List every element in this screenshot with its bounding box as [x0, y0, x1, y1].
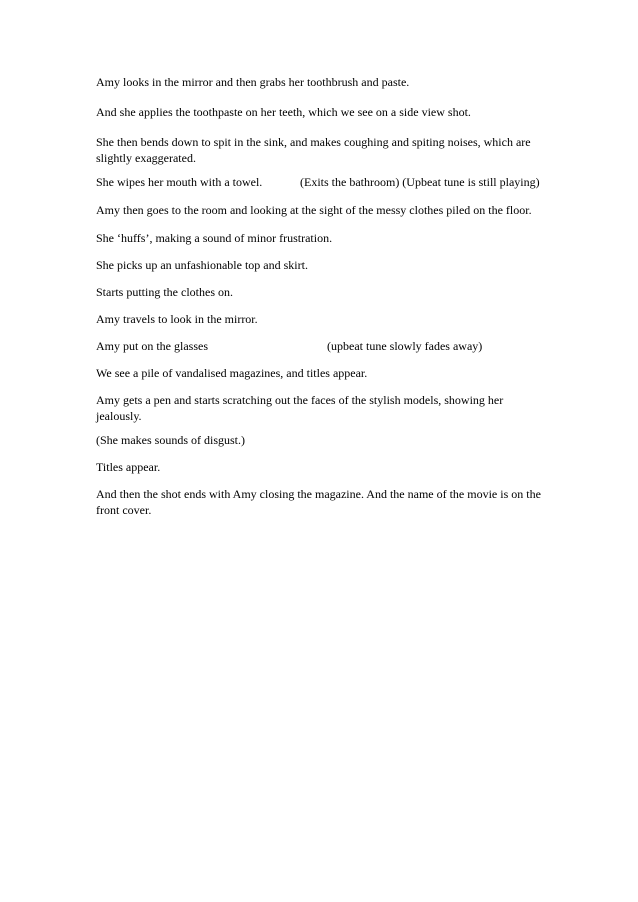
script-line-10: Amy put on the glasses — [96, 339, 208, 353]
script-line-12: Amy gets a pen and starts scratching out the faces of the stylish models, showing her jealously. — [96, 393, 504, 423]
script-line-6: She ‘huffs’, making a sound of minor frustration. — [96, 231, 333, 245]
script-line-1: Amy looks in the mirror and then grabs her toothbrush and paste. — [96, 75, 410, 89]
script-line-5: Amy then goes to the room and looking at the sight of the messy clothes piled on the floor. — [96, 203, 532, 217]
script-line-4-action: She wipes her mouth with a towel. — [96, 175, 263, 189]
script-line-4-direction: (Exits the bathroom) (Upbeat tune is still playing) — [300, 175, 540, 189]
script-line-8: Starts putting the clothes on. — [96, 285, 233, 299]
script-line-15: And then the shot ends with Amy closing the magazine. And the name of the movie is on the front cover. — [96, 487, 541, 517]
script-line-3: She then bends down to spit in the sink, and makes coughing and spiting noises, which are slightly exaggerated. — [96, 135, 531, 165]
script-line-13: (She makes sounds of disgust.) — [96, 433, 245, 447]
script-line-9: Amy travels to look in the mirror. — [96, 312, 258, 326]
script-line-10-direction: (upbeat tune slowly fades away) — [327, 339, 483, 353]
script-line-7: She picks up an unfashionable top and skirt. — [96, 258, 308, 272]
script-line-14: Titles appear. — [96, 460, 161, 474]
script-line-11: We see a pile of vandalised magazines, and titles appear. — [96, 366, 368, 380]
script-line-2: And she applies the toothpaste on her teeth, which we see on a side view shot. — [96, 105, 471, 119]
